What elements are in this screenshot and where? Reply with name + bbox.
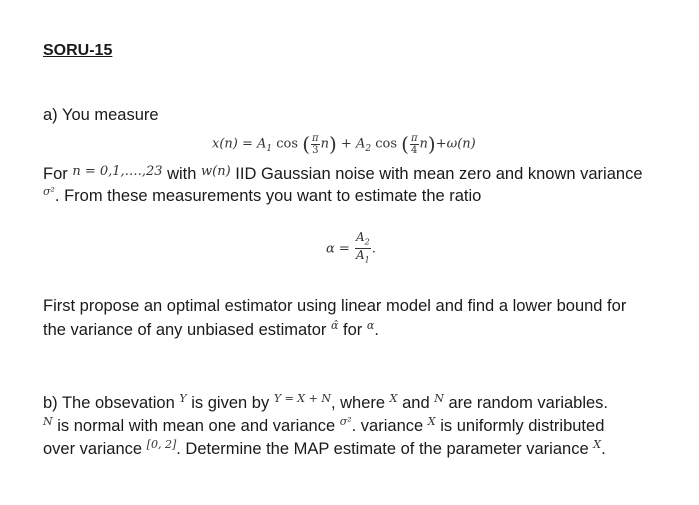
question-heading: SORU-15 bbox=[43, 42, 113, 59]
alpha-fraction: $\frac{A_2}{A_1}$ bbox=[355, 230, 370, 265]
eq-plus-a2: + A bbox=[340, 136, 366, 152]
eq-cos-2: cos bbox=[375, 136, 397, 152]
alpha-equation: α = $\frac{A_2}{A_1}$ . bbox=[326, 230, 376, 265]
part-b-line-1: b) The obsevation $^Y$ is given by $^{Y = X + N}$, where $^X$ and $^N$ are random variables. bbox=[43, 392, 609, 412]
alpha-hat: α̂ bbox=[331, 319, 339, 332]
observation-equation: Y = X + N bbox=[273, 392, 331, 405]
sigma-line: $^{\sigma^2}$. From these measurements you want to estimate the ratio bbox=[43, 185, 482, 205]
eq-x-part: x(n) = A bbox=[212, 136, 267, 152]
eq-sub-2: 2 bbox=[365, 144, 372, 155]
propose-line-1: First propose an optimal estimator using linear model and find a lower bound for bbox=[43, 297, 627, 315]
eq-noise: +ω(n) bbox=[435, 136, 476, 152]
sigma-squared: σ² bbox=[43, 185, 55, 198]
eq-frac-2: $\frac{\pi}{4}$ bbox=[410, 132, 418, 156]
alpha-symbol: α bbox=[366, 319, 375, 332]
eq-cos-1: cos bbox=[276, 136, 299, 152]
eq-sub-1: 1 bbox=[266, 144, 273, 155]
part-a-intro: a) You measure bbox=[43, 106, 159, 124]
signal-equation: $x(n) = A_1$ cos ( $\frac{\pi}{3}$ $n) + A_2$ cos ( $\frac{\pi}{4}$ n)+ω(n) bbox=[212, 132, 476, 156]
propose-line-2: the variance of any unbiased estimator $^{\alphâ}$ for $^\alpha$. bbox=[43, 319, 379, 339]
eq-frac-1: $\frac{\pi}{3}$ bbox=[312, 132, 319, 156]
part-b-line-2: $^N$ is normal with mean one and variance $^{\sigma^2}$. variance $^X$ is uniformly distributed bbox=[43, 415, 605, 435]
part-b-line-3: over variance [0, 2]. Determine the MAP estimate of the parameter variance $^X$. bbox=[43, 438, 606, 458]
interval: [0, 2] bbox=[146, 438, 177, 451]
n-range: n = 0,1,….,23 bbox=[72, 164, 163, 179]
w-n: w(n) bbox=[201, 164, 231, 179]
for-line: For $^{n = 0,1,\dots.,23}$ with $^{w(n)}$ IID Gaussian noise with mean zero and known variance bbox=[43, 164, 643, 183]
